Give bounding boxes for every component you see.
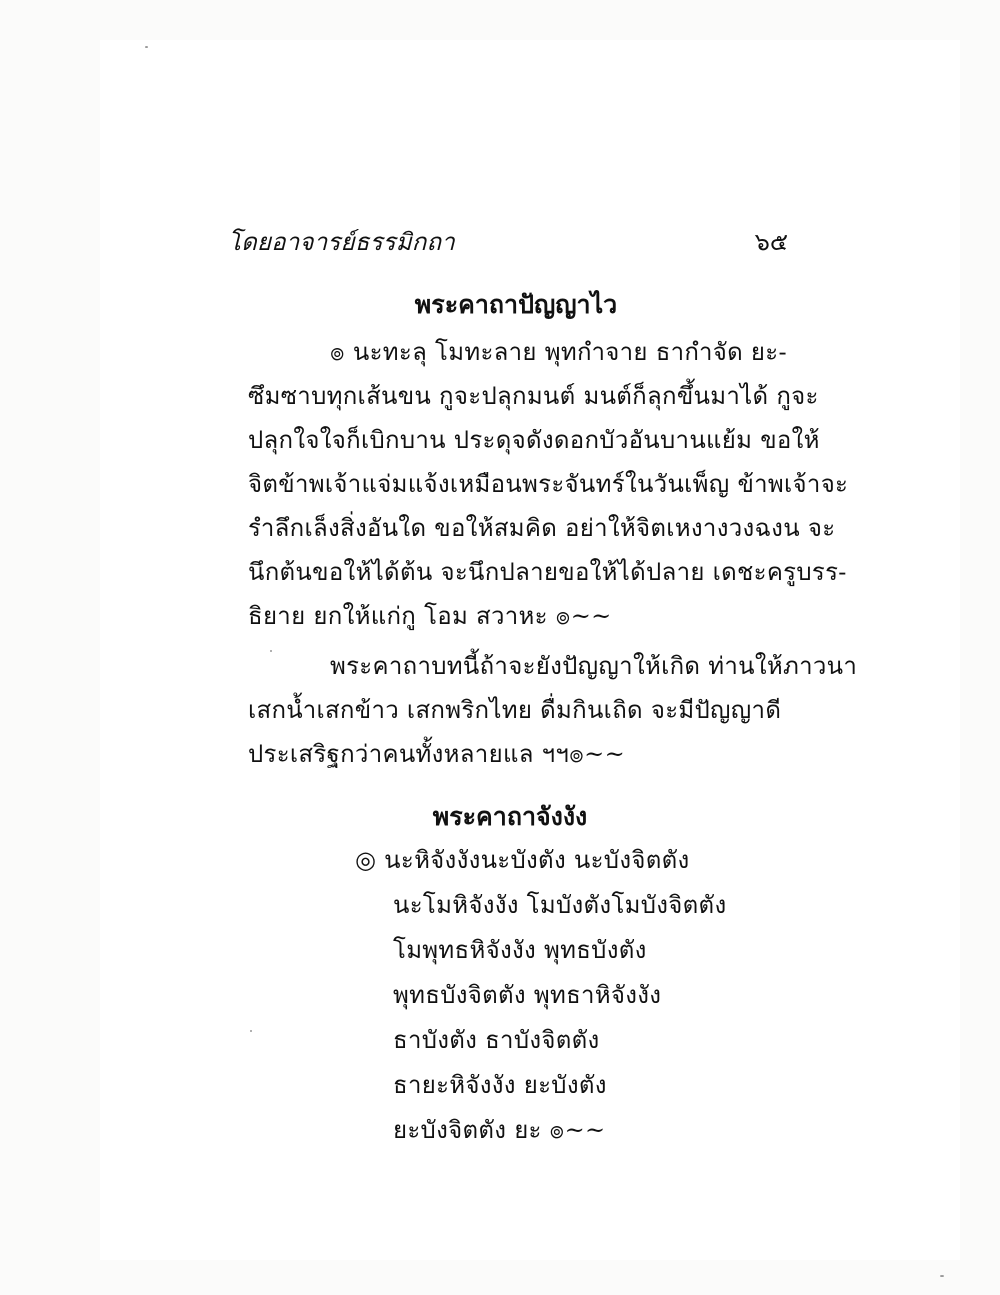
paragraph-line: ๏ นะทะลุ โมทะลาย พุทกำจาย ธากำจัด ยะ-: [330, 338, 787, 366]
verse-line: ◎ นะหิจังงังนะบังตัง นะบังจิตตัง: [355, 846, 690, 874]
paragraph-line: รำลึกเล็งสิ่งอันใด ขอให้สมคิด อย่าให้จิตเหงางวงฉงน จะ: [248, 514, 836, 542]
verse-line: ยะบังจิตตัง ยะ ๏~~: [393, 1116, 606, 1144]
scan-speck: [145, 46, 148, 48]
scan-speck: [250, 1030, 252, 1032]
paragraph-line: ประเสริฐกว่าคนทั้งหลายแล ฯฯ๏~~: [248, 740, 625, 768]
paragraph-line: ซึมซาบทุกเส้นขน กูจะปลุกมนต์ มนต์ก็ลุกขึ้นมาได้ กูจะ: [248, 382, 819, 410]
verse-line: ธายะหิจังงัง ยะบังตัง: [393, 1071, 607, 1099]
page-number: ๖๕: [754, 228, 788, 256]
paragraph-line: จิตข้าพเจ้าแจ่มแจ้งเหมือนพระจันทร์ในวันเพ็ญ ข้าพเจ้าจะ: [248, 470, 849, 498]
incantation-paragraph: [248, 330, 849, 638]
usage-note-paragraph: [248, 644, 858, 776]
verse-line: พุทธบังจิตตัง พุทธาหิจังงัง: [393, 981, 662, 1009]
paragraph-line: พระคาถาบทนี้ถ้าจะยังปัญญาให้เกิด ท่านให้ภาวนา: [330, 652, 858, 680]
paragraph-line: ธิยาย ยกให้แก่กู โอม สวาหะ ๏~~: [248, 602, 612, 630]
verse-line: โมพุทธหิจังงัง พุทธบังตัง: [393, 936, 647, 964]
verse-line: นะโมหิจังงัง โมบังตังโมบังจิตตัง: [393, 891, 727, 919]
running-header-title: โดยอาจารย์ธรรมิกถา: [228, 228, 455, 256]
scan-speck: [270, 650, 272, 652]
chant-verse-block: [355, 838, 775, 1153]
paragraph-line: เสกน้ำเสกข้าว เสกพริกไทย ดื่มกินเถิด จะมีปัญญาดี: [248, 696, 782, 724]
page-header: [228, 222, 788, 262]
paragraph-line: นึกต้นขอให้ได้ต้น จะนึกปลายขอให้ได้ปลาย เดชะครูบรร-: [248, 558, 847, 586]
section-title-panya-wai: พระคาถาปัญญาไว: [414, 290, 618, 319]
paragraph-line: ปลุกใจใจก็เบิกบาน ประดุจดังดอกบัวอันบานแย้ม ขอให้: [248, 426, 820, 454]
verse-line: ธาบังตัง ธาบังจิตตัง: [393, 1026, 600, 1054]
section-title-chang-ngang: พระคาถาจังงัง: [432, 802, 588, 831]
scan-speck: [940, 1275, 944, 1277]
